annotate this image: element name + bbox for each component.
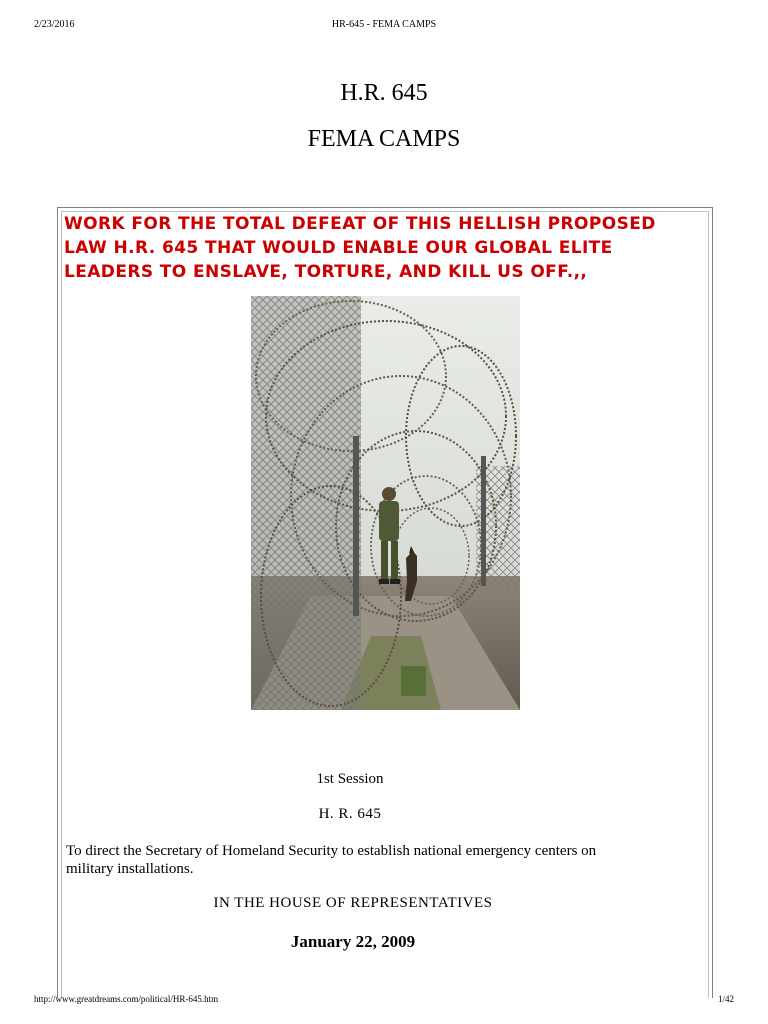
bill-number: H. R. 645 [318, 806, 382, 822]
document-title: FEMA CAMPS [307, 126, 461, 152]
bill-session: 1st Session [316, 771, 384, 787]
page-counter: 1/42 [717, 994, 734, 1004]
bill-chamber: IN THE HOUSE OF REPRESENTATIVES [213, 895, 493, 911]
bill-purpose: To direct the Secretary of Homeland Security to establish national emergency centers on military installations. [66, 843, 597, 877]
print-date: 2/23/2016 [34, 19, 75, 30]
warning-line-2: LAW H.R. 645 THAT WOULD ENABLE OUR GLOBAL ELITE [64, 238, 613, 258]
warning-banner [64, 212, 694, 284]
warning-line-1: WORK FOR THE TOTAL DEFEAT OF THIS HELLISH PROPOSED [64, 214, 656, 234]
print-header-title: HR-645 - FEMA CAMPS [331, 19, 437, 30]
razor-wire-photo [251, 296, 520, 710]
bill-date: January 22, 2009 [290, 932, 416, 951]
source-url: http://www.greatdreams.com/political/HR-645.htm [34, 994, 219, 1004]
document-number: H.R. 645 [340, 80, 428, 106]
warning-line-3: LEADERS TO ENSLAVE, TORTURE, AND KILL US OFF.,, [64, 262, 588, 282]
